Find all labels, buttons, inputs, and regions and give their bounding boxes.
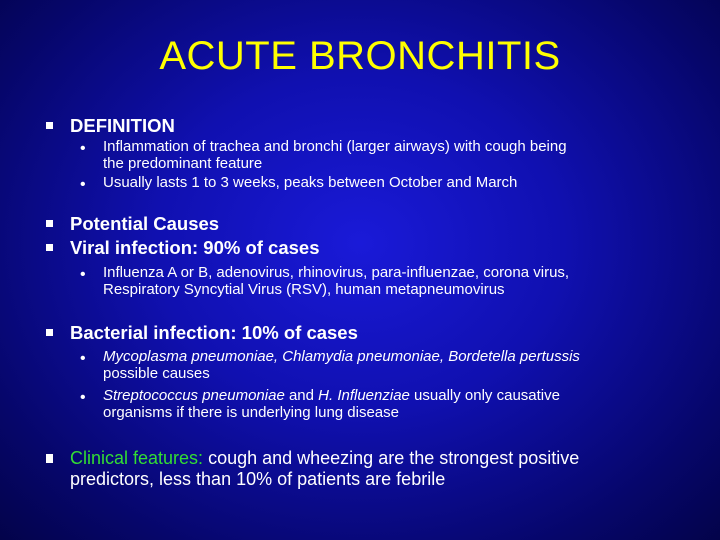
viral-infection-heading: Viral infection: 90% of cases bbox=[70, 237, 320, 258]
bacterial-sub-bullet-2-line1 bbox=[103, 387, 703, 404]
bacterial-sub-bullet-1-text bbox=[103, 348, 703, 382]
bacterial-sub-bullet-2-text bbox=[103, 387, 703, 421]
slide-title: ACUTE BRONCHITIS bbox=[159, 34, 561, 78]
definition-sub-bullet-1-line2: the predominant feature bbox=[103, 155, 263, 172]
square-bullet-icon bbox=[46, 244, 53, 251]
round-bullet-icon: • bbox=[80, 266, 86, 283]
clinical-features-line2: predictors, less than 10% of patients are febrile bbox=[70, 469, 446, 489]
bacterial-infection-heading: Bacterial infection: 10% of cases bbox=[70, 322, 358, 343]
clinical-features-text1: cough and wheezing are the strongest positive bbox=[203, 448, 580, 468]
square-bullet-icon bbox=[46, 329, 53, 336]
round-bullet-icon: • bbox=[80, 350, 86, 367]
conjunction-and: and bbox=[284, 387, 319, 404]
definition-sub-bullet-2-text: Usually lasts 1 to 3 weeks, peaks between October and March bbox=[103, 174, 518, 191]
bacterial-sub-bullet-1-line1: Mycoplasma pneumoniae, Chlamydia pneumoniae, Bordetella pertussis bbox=[103, 348, 580, 365]
bacterial-sub-bullet-1-line2: possible causes bbox=[103, 365, 210, 382]
viral-sub-bullet-1-line1: Influenza A or B, adenovirus, rhinovirus, para-influenzae, corona virus, bbox=[103, 264, 570, 281]
definition-sub-bullet-1-line1: Inflammation of trachea and bronchi (larger airways) with cough being bbox=[103, 138, 567, 155]
clinical-features-label: Clinical features: bbox=[70, 448, 204, 468]
round-bullet-icon: • bbox=[80, 389, 86, 406]
definition-heading: DEFINITION bbox=[70, 115, 175, 136]
square-bullet-icon bbox=[46, 454, 53, 463]
bacterial-sub-bullet-2-line1-rest: usually only causative bbox=[409, 387, 560, 404]
potential-causes-heading: Potential Causes bbox=[70, 213, 220, 234]
viral-sub-bullet-1-text bbox=[103, 264, 703, 298]
definition-sub-bullet-1-text bbox=[103, 138, 703, 172]
organism-streptococcus: Streptococcus pneumoniae bbox=[103, 387, 285, 404]
square-bullet-icon bbox=[46, 220, 53, 227]
bacterial-sub-bullet-2-line2: organisms if there is underlying lung disease bbox=[103, 404, 399, 421]
viral-sub-bullet-1-line2: Respiratory Syncytial Virus (RSV), human metapneumovirus bbox=[103, 281, 505, 298]
round-bullet-icon: • bbox=[80, 140, 86, 157]
clinical-features-text bbox=[70, 448, 670, 490]
organism-h-influenziae: H. Influenziae bbox=[318, 387, 410, 404]
round-bullet-icon: • bbox=[80, 176, 86, 193]
clinical-features-line1 bbox=[70, 448, 670, 469]
square-bullet-icon bbox=[46, 122, 53, 129]
